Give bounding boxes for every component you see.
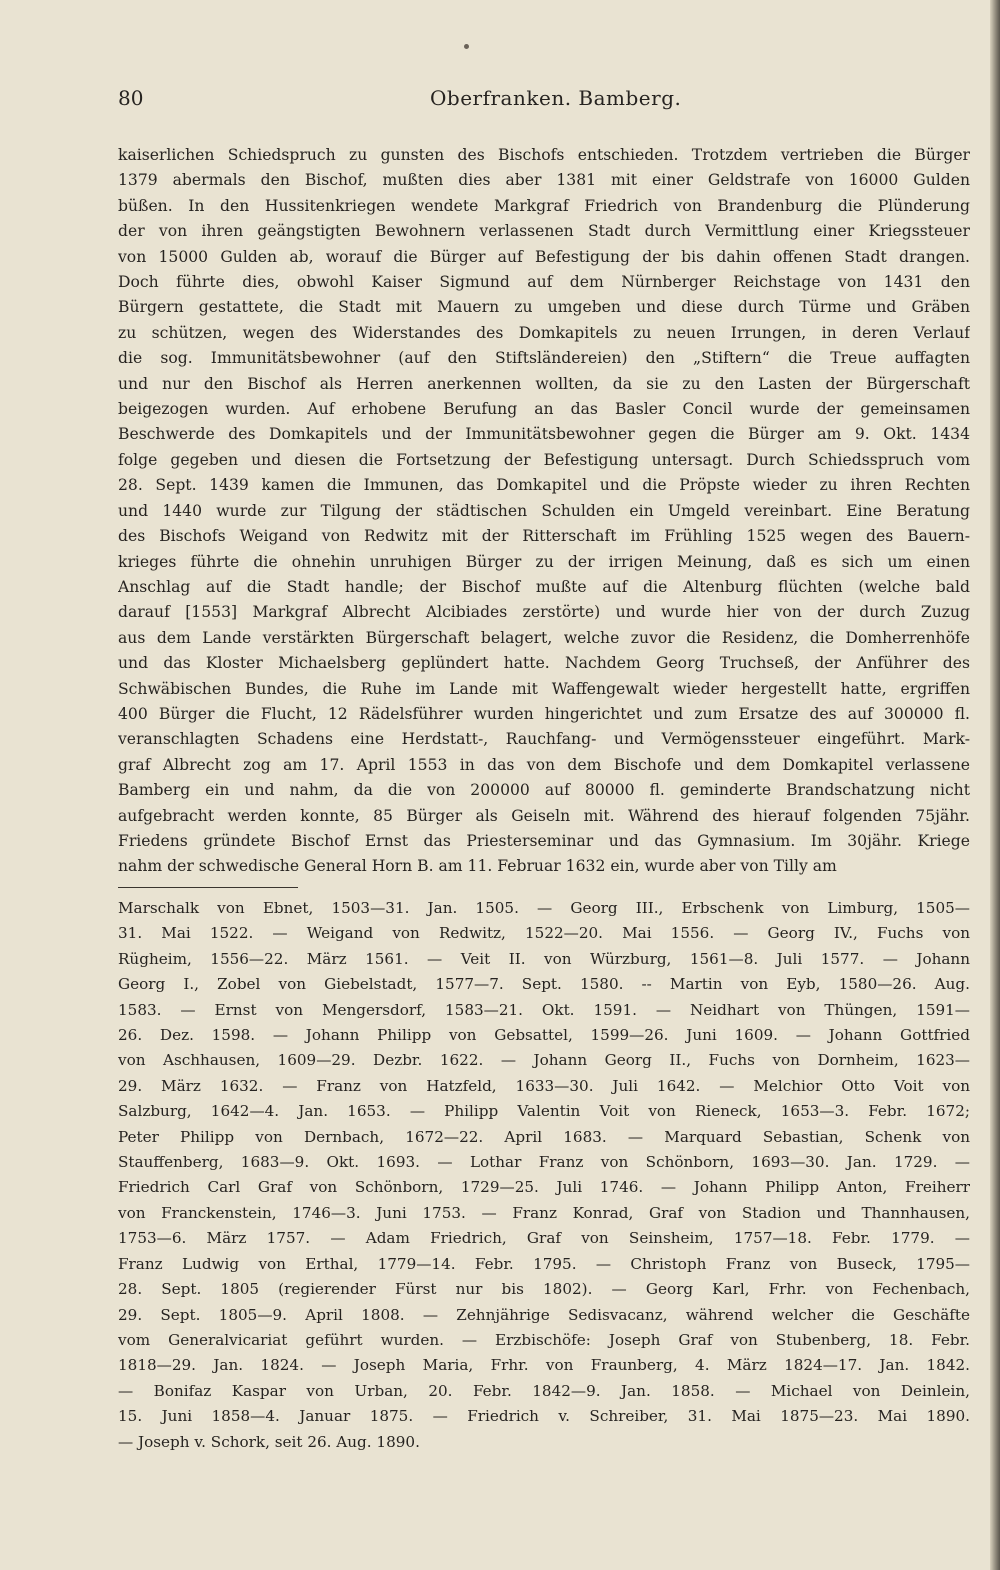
page-number: 80 [118, 86, 144, 110]
text-line: nahm der schwedische General Horn B. am 11. Februar 1632 ein, wurde aber von Tilly am [118, 857, 837, 876]
footnote-line: Marschalk von Ebnet, 1503—31. Jan. 1505. — Georg III., Erbschenk von Limburg, 1505— [118, 899, 970, 917]
text-line: des Bischofs Weigand von Redwitz mit der Ritterschaft im Frühling 1525 wegen des Bauern- [118, 527, 970, 546]
footnote-line: Salzburg, 1642—4. Jan. 1653. — Philipp Valentin Voit von Rieneck, 1653—3. Febr. 1672; [118, 1102, 970, 1121]
footnote-line: — Joseph v. Schork, seit 26. Aug. 1890. [118, 1432, 420, 1451]
text-line: 400 Bürger die Flucht, 12 Rädelsführer wurden hingerichtet und zum Ersatze des auf 300000 fl. [118, 704, 970, 723]
footnote-line: 1753—6. März 1757. — Adam Friedrich, Graf von Seinsheim, 1757—18. Febr. 1779. — [118, 1229, 970, 1248]
page-edge [990, 0, 1000, 1570]
footnote-line: Franz Ludwig von Erthal, 1779—14. Febr. 1795. — Christoph Franz von Buseck, 1795— [118, 1254, 970, 1273]
text-line: folge gegeben und diesen die Fortsetzung der Befestigung untersagt. Durch Schiedsspruch vom [118, 450, 970, 469]
text-line: Doch führte dies, obwohl Kaiser Sigmund auf dem Nürnberger Reichstage von 1431 den [118, 273, 970, 292]
text-line: der von ihren geängstigten Bewohnern verlassenen Stadt durch Vermittlung einer Kriegssteuer [118, 222, 970, 241]
footnote-line: 29. Sept. 1805—9. April 1808. — Zehnjährige Sedisvacanz, während welcher die Geschäfte [118, 1305, 970, 1324]
footnote-line: von Franckenstein, 1746—3. Juni 1753. — Franz Konrad, Graf von Stadion und Thannhausen, [118, 1203, 970, 1222]
text-line: graf Albrecht zog am 17. April 1553 in das von dem Bischofe und dem Domkapitel verlassene [118, 755, 970, 774]
footnote-line: Rügheim, 1556—22. März 1561. — Veit II. von Würzburg, 1561—8. Juli 1577. — Johann [118, 949, 970, 968]
main-text [118, 143, 970, 880]
ink-speck [464, 44, 469, 49]
running-head: Oberfranken. Bamberg. [430, 86, 682, 110]
footnote-line: Friedrich Carl Graf von Schönborn, 1729—25. Juli 1746. — Johann Philipp Anton, Freiherr [118, 1178, 970, 1197]
text-line: aufgebracht werden konnte, 85 Bürger als Geiseln mit. Während des hierauf folgenden 75jähr. [118, 806, 970, 825]
text-line: Friedens gründete Bischof Ernst das Priesterseminar und das Gymnasium. Im 30jähr. Kriege [118, 831, 970, 850]
footnote-line: 1818—29. Jan. 1824. — Joseph Maria, Frhr. von Fraunberg, 4. März 1824—17. Jan. 1842. [118, 1356, 970, 1375]
text-line: Beschwerde des Domkapitels und der Immunitätsbewohner gegen die Bürger am 9. Okt. 1434 [118, 425, 970, 444]
text-line: Bamberg ein und nahm, da die von 200000 auf 80000 fl. geminderte Brandschatzung nicht [118, 781, 970, 800]
text-line: von 15000 Gulden ab, worauf die Bürger auf Befestigung der bis dahin offenen Stadt drangen. [118, 247, 970, 266]
text-line: und nur den Bischof als Herren anerkennen wollten, da sie zu den Lasten der Bürgerschaft [118, 374, 970, 393]
text-line: Schwäbischen Bundes, die Ruhe im Lande mit Waffengewalt wieder hergestellt hatte, ergriffen [118, 679, 970, 698]
text-line: 28. Sept. 1439 kamen die Immunen, das Domkapitel und die Pröpste wieder zu ihren Rechten [118, 476, 970, 495]
text-line: kaiserlichen Schiedspruch zu gunsten des Bischofs entschieden. Trotzdem vertrieben die Bürger [118, 146, 970, 164]
footnote-line: — Bonifaz Kaspar von Urban, 20. Febr. 1842—9. Jan. 1858. — Michael von Deinlein, [118, 1381, 970, 1400]
text-line: 1379 abermals den Bischof, mußten dies aber 1381 mit einer Geldstrafe von 16000 Gulden [118, 171, 970, 190]
text-line: aus dem Lande verstärkten Bürgerschaft belagert, welche zuvor die Residenz, die Domherrenhöfe [118, 628, 970, 647]
text-line: und das Kloster Michaelsberg geplündert hatte. Nachdem Georg Truchseß, der Anführer des [118, 654, 970, 673]
text-line: veranschlagten Schadens eine Herdstatt-, Rauchfang- und Vermögenssteuer eingeführt. Mark- [118, 730, 970, 749]
text-line: büßen. In den Hussitenkriegen wendete Markgraf Friedrich von Brandenburg die Plünderung [118, 196, 970, 215]
text-line: die sog. Immunitätsbewohner (auf den Stiftsländereien) den „Stiftern“ die Treue auffagten [118, 349, 970, 368]
footnote-line: von Aschhausen, 1609—29. Dezbr. 1622. — Johann Georg II., Fuchs von Dornheim, 1623— [118, 1051, 970, 1070]
text-line: beigezogen wurden. Auf erhobene Berufung an das Basler Concil wurde der gemeinsamen [118, 400, 970, 419]
footnote-line: Stauffenberg, 1683—9. Okt. 1693. — Lothar Franz von Schönborn, 1693—30. Jan. 1729. — [118, 1153, 970, 1172]
text-line: zu schützen, wegen des Widerstandes des Domkapitels zu neuen Irrungen, in deren Verlauf [118, 323, 970, 342]
footnote-rule [118, 887, 298, 888]
footnote-line: vom Generalvicariat geführt wurden. — Erzbischöfe: Joseph Graf von Stubenberg, 18. Febr. [118, 1330, 970, 1349]
text-line: darauf [1553] Markgraf Albrecht Alcibiades zerstörte) und wurde hier von der durch Zuzug [118, 603, 970, 622]
footnote-line: 28. Sept. 1805 (regierender Fürst nur bis 1802). — Georg Karl, Frhr. von Fechenbach, [118, 1280, 970, 1299]
text-line: Bürgern gestattete, die Stadt mit Mauern zu umgeben und diese durch Türme und Gräben [118, 298, 970, 317]
text-line: krieges führte die ohnehin unruhigen Bürger zu der irrigen Meinung, daß es sich um einen [118, 552, 970, 571]
footnote-line: 1583. — Ernst von Mengersdorf, 1583—21. Okt. 1591. — Neidhart von Thüngen, 1591— [118, 1000, 970, 1019]
footnote-line: Peter Philipp von Dernbach, 1672—22. April 1683. — Marquard Sebastian, Schenk von [118, 1127, 970, 1146]
footnote-line: Georg I., Zobel von Giebelstadt, 1577—7. Sept. 1580. -- Martin von Eyb, 1580—26. Aug. [118, 975, 970, 994]
footnote-line: 29. März 1632. — Franz von Hatzfeld, 1633—30. Juli 1642. — Melchior Otto Voit von [118, 1076, 970, 1095]
text-line: Anschlag auf die Stadt handle; der Bischof mußte auf die Altenburg flüchten (welche bald [118, 577, 970, 596]
footnotes [118, 896, 970, 1455]
footnote-line: 26. Dez. 1598. — Johann Philipp von Gebsattel, 1599—26. Juni 1609. — Johann Gottfried [118, 1026, 970, 1045]
page-header [118, 86, 970, 116]
footnote-line: 15. Juni 1858—4. Januar 1875. — Friedrich v. Schreiber, 31. Mai 1875—23. Mai 1890. [118, 1407, 970, 1426]
text-line: und 1440 wurde zur Tilgung der städtischen Schulden ein Umgeld vereinbart. Eine Beratung [118, 501, 970, 520]
footnote-line: 31. Mai 1522. — Weigand von Redwitz, 1522—20. Mai 1556. — Georg IV., Fuchs von [118, 924, 970, 943]
